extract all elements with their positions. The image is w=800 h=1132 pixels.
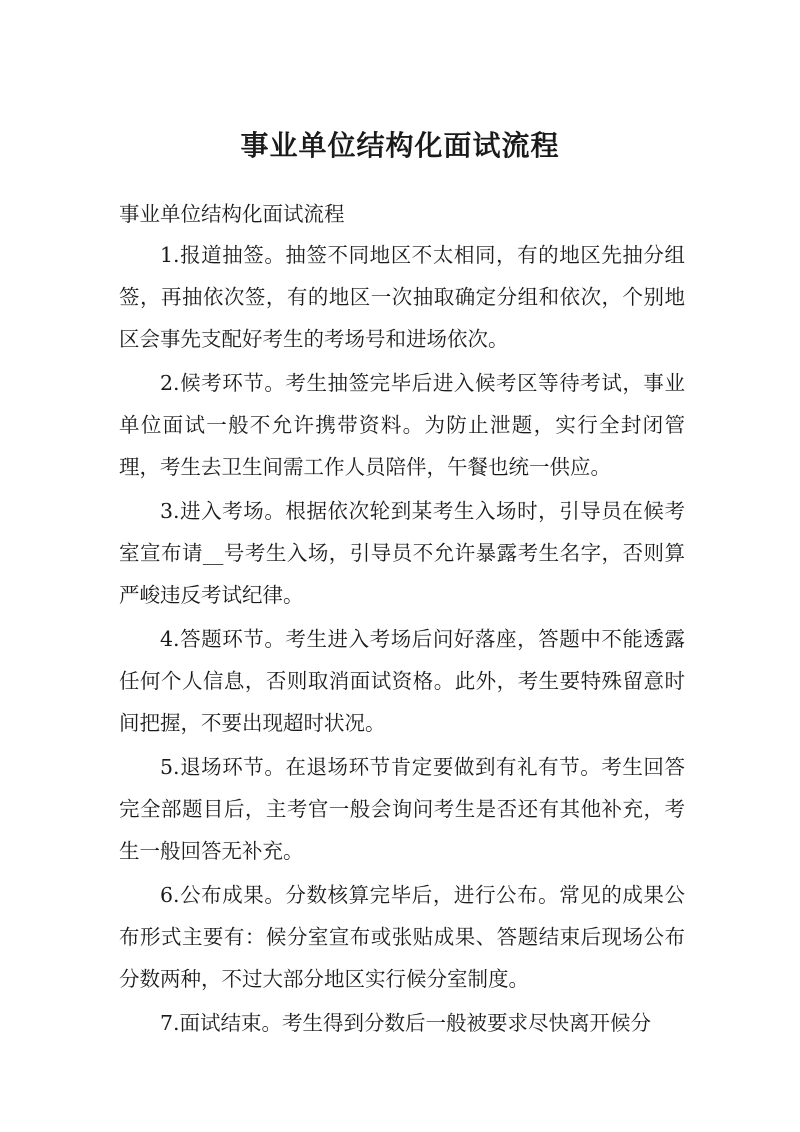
paragraph-3: 3.进入考场。根据依次轮到某考生入场时，引导员在候考室宣布请__号考生入场，引导员不允许暴露考生名字，否则算严峻违反考试纪律。: [119, 499, 685, 607]
paragraph-5: 5.退场环节。在退场环节肯定要做到有礼有节。考生回答完全部题目后，主考官一般会询问考生是否还有其他补充，考生一般回答无补充。: [119, 755, 685, 863]
paragraph-7: 7.面试结束。考生得到分数后一般被要求尽快离开候分: [160, 1011, 652, 1035]
paragraph-1: 1.报道抽签。抽签不同地区不太相同，有的地区先抽分组签，再抽依次签，有的地区一次抽取确定分组和依次，个别地区会事先支配好考生的考场号和进场依次。: [119, 243, 685, 351]
paragraph-6: 6.公布成果。分数核算完毕后，进行公布。常见的成果公布形式主要有：候分室宣布或张贴成果、答题结束后现场公布分数两种，不过大部分地区实行候分室制度。: [119, 883, 685, 991]
paragraph-4: 4.答题环节。考生进入考场后问好落座，答题中不能透露任何个人信息，否则取消面试资格。此外，考生要特殊留意时间把握，不要出现超时状况。: [119, 627, 685, 735]
document-body: [119, 194, 685, 1046]
paragraph-2: 2.候考环节。考生抽签完毕后进入候考区等待考试，事业单位面试一般不允许携带资料。为防止泄题，实行全封闭管理，考生去卫生间需工作人员陪伴，午餐也统一供应。: [119, 371, 685, 479]
document-subtitle: 事业单位结构化面试流程: [119, 202, 345, 226]
document-title: 事业单位结构化面试流程: [240, 129, 560, 162]
